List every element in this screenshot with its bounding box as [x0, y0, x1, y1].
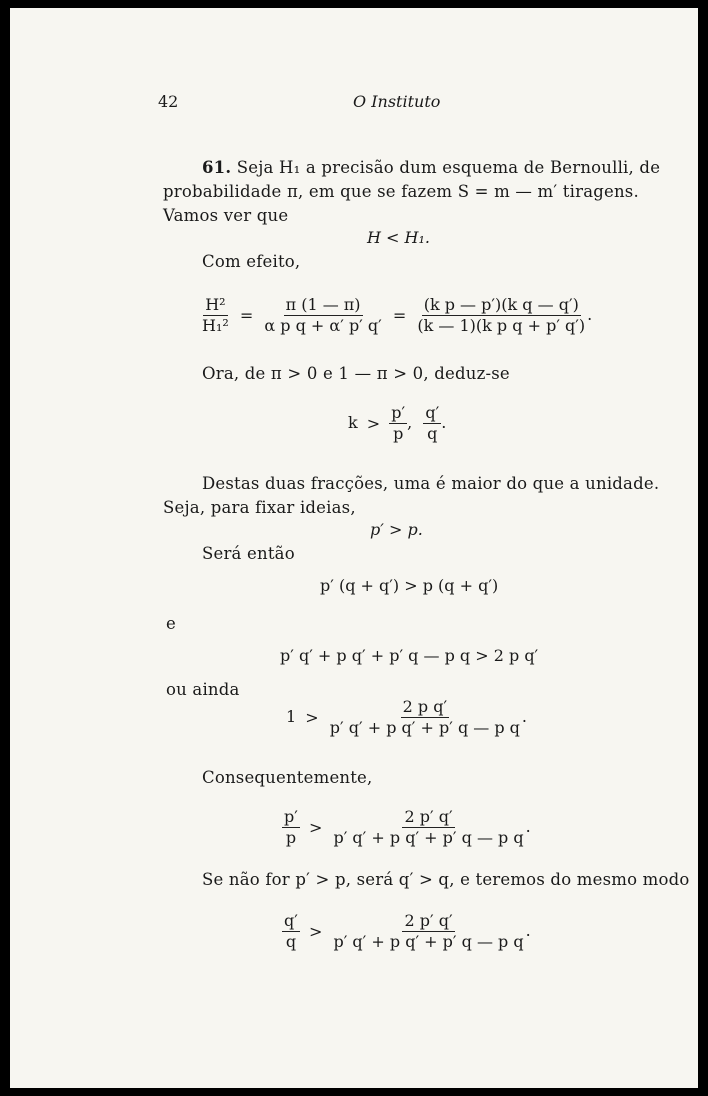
- paragraph-line: Consequentemente,: [202, 768, 373, 787]
- fraction: $\frac{\text{H²}}{\text{H₁²}}$: [202, 295, 229, 335]
- paragraph-line: Vamos ver que: [163, 206, 289, 225]
- equation-inequality: H < H₁.: [367, 228, 430, 247]
- equation-fraction-bound: $\frac{p'}{p}$ > $\frac{2 p' q'}{\text{p′ q′ + p q′ + p′ q — p q}}$ .: [284, 807, 531, 847]
- paragraph-line: Se não for p′ > p, será q′ > q, e teremos do mesmo modo: [202, 870, 690, 889]
- paragraph-line: Será então: [202, 544, 295, 563]
- equation-fraction-bound: 1 > $\frac{\text{2 p q′}}{\text{p′ q′ + p q′ + p′ q — p q}}$ .: [286, 697, 528, 737]
- paragraph-line: Ora, de π > 0 e 1 — π > 0, deduz-se: [202, 364, 510, 383]
- equation-k-bound: k > $\frac{p'}{p}$ , $\frac{q'}{q}$ .: [348, 403, 447, 443]
- paragraph-line: Destas duas fracções, uma é maior do que a unidade.: [202, 474, 660, 493]
- paragraph-line: Com efeito,: [202, 252, 301, 271]
- fraction: $\frac{q'}{q}$: [284, 911, 298, 951]
- page: [10, 8, 698, 1088]
- fraction: $\frac{p'}{p}$: [391, 403, 406, 443]
- paragraph-line: ou ainda: [166, 680, 240, 699]
- paragraph-line: e: [166, 614, 176, 633]
- equation-line: p′ (q + q′) > p (q + q′): [320, 576, 499, 595]
- equation-ratio: $\frac{\text{H²}}{\text{H₁²}}$ = $\frac{\pi (1 — \pi)}{\text{α p q + α′ p′ q′}}$ = $\frac{\text{(k p — p′)(k q — q′)}}{\text{(k — 1)(k p q + p′ q′)}}$ .: [202, 295, 593, 335]
- paragraph-line: [202, 158, 660, 177]
- paragraph-line: probabilidade π, em que se fazem S = m — m′ tiragens.: [163, 182, 639, 201]
- equation-line: p′ q′ + p q′ + p′ q — p q > 2 p q′: [280, 646, 539, 665]
- fraction: $\frac{\text{(k p — p′)(k q — q′)}}{\text{(k — 1)(k p q + p′ q′)}}$: [417, 295, 586, 335]
- equation-assumption: p′ > p.: [370, 520, 423, 539]
- running-head: O Instituto: [353, 92, 441, 111]
- fraction: $\frac{p'}{p}$: [284, 807, 298, 847]
- fraction: $\frac{q'}{q}$: [425, 403, 440, 443]
- section-number: 61.: [202, 158, 232, 177]
- equation-fraction-bound: $\frac{q'}{q}$ > $\frac{2 p' q'}{\text{p′ q′ + p q′ + p′ q — p q}}$ .: [284, 911, 531, 951]
- fraction: $\frac{\text{2 p q′}}{\text{p′ q′ + p q′ + p′ q — p q}}$: [329, 697, 520, 737]
- paragraph-text: Seja H₁ a precisão dum esquema de Bernoulli, de: [236, 158, 661, 177]
- fraction: $\frac{2 p' q'}{\text{p′ q′ + p q′ + p′ q — p q}}$: [333, 911, 524, 951]
- page-number: 42: [158, 92, 179, 111]
- paragraph-line: Seja, para fixar ideias,: [163, 498, 356, 517]
- fraction: $\frac{2 p' q'}{\text{p′ q′ + p q′ + p′ q — p q}}$: [333, 807, 524, 847]
- fraction: $\frac{\pi (1 — \pi)}{\text{α p q + α′ p′ q′}}$: [264, 295, 382, 335]
